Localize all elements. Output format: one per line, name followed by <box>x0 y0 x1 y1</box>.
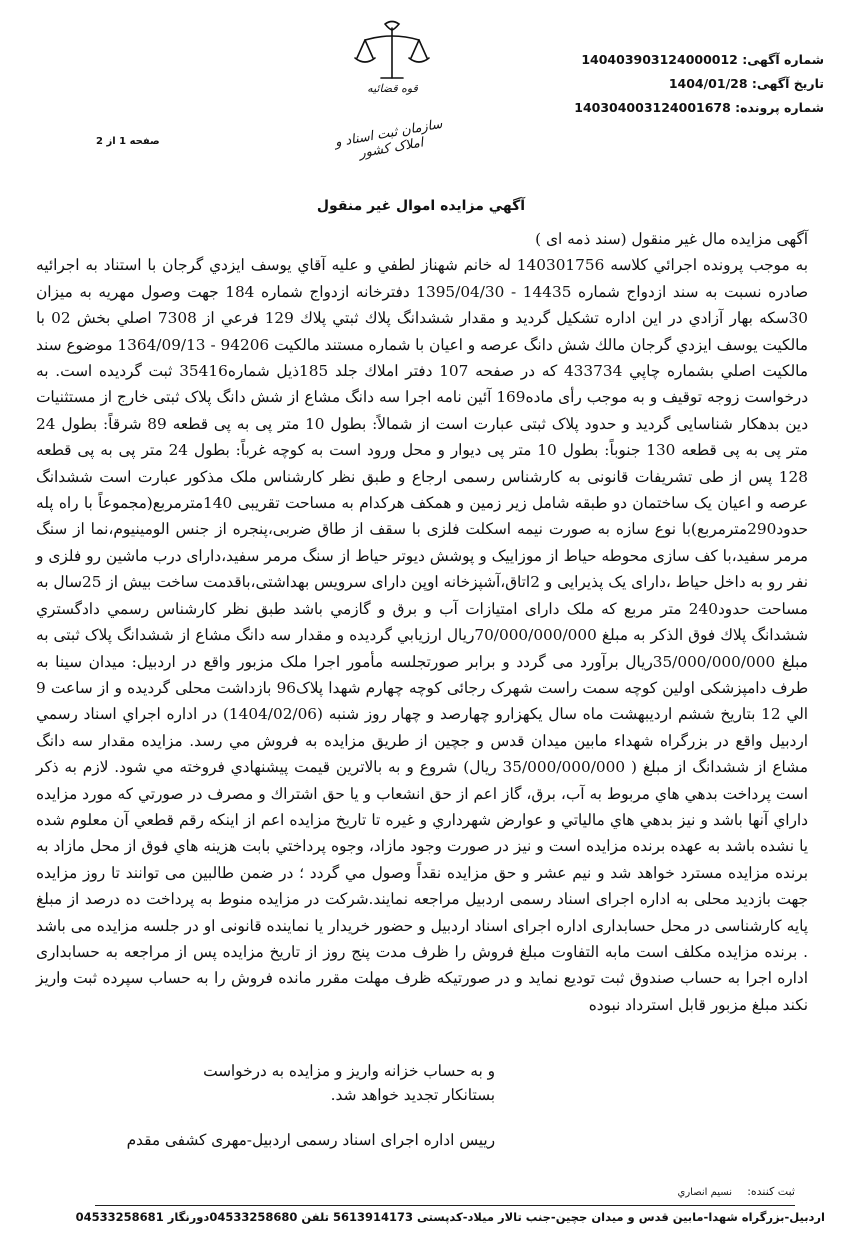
footer-address: اردبيل-بزرگراه شهدا-مابين قدس و ميدان جچين-جنب تالار ميلاد-کدپستی 5613914173 تلفن 04533258680دورنگار 04533258681 <box>75 1210 825 1224</box>
file-number: 140304003124001678 <box>574 100 731 115</box>
ad-number-row <box>564 48 824 72</box>
ad-date-row <box>564 72 824 96</box>
registrar-name: نسيم انصاري <box>677 1187 732 1198</box>
file-number-row <box>564 96 824 120</box>
ad-number: 140403903124000012 <box>581 52 738 67</box>
ad-date: 1404/01/28 <box>668 76 748 91</box>
footer-divider <box>95 1205 795 1206</box>
registrar-label: ثبت کننده: <box>747 1185 795 1198</box>
ad-date-label: تاریخ آگهی: <box>751 76 824 91</box>
registrar-row <box>380 1185 795 1198</box>
file-number-label: شماره پرونده: <box>735 100 824 115</box>
auction-notice-body <box>36 226 808 1018</box>
organization-name: سازمان ثبت اسناد و املاک کشور <box>333 116 444 162</box>
notice-subtitle: آگهی مزايده مال غير منقول (سند ذمه ای ) <box>535 230 808 248</box>
emblem-title: قوه قضائیه <box>367 82 418 95</box>
page-indicator: صفحه 1 از 2 <box>96 136 160 147</box>
notice-paragraph: به موجب پرونده اجرائي كلاسه 140301756 له خانم شهناز لطفي و عليه آقاي يوسف ايزدي گرجان با استناد به اجرائيه صادره نسبت به سند ازدواج شماره 14435 - 1395/04/30 دفترخانه ازدواج شماره 184 جهت وصول مهريه به ميزان 30سكه بهار آزادي در اين اداره تشكيل گرديد و مقدار ششدانگ پلاك ثبتي پلاك 129 فرعي از 7308 اصلي بخش 02 با مالكيت يوسف ايزدي گرجان مالك شش دانگ عرصه و اعيان با شماره مستند مالكيت 94206 - 1364/09/13 موضوع سند مالكيت اصلي بشماره چاپي 433734 كه در صفحه 107 دفتر املاك جلد 185ذيل شماره35416 ثبت گرديده است. به درخواست زوجه توقيف و به موجب رأی ماده169 آئين نامه اجرا سه دانگ مشاع از شش دانگ پلاک ثبتی خارج از مستثنيات دين بدهكار شناسايی گرديد و حدود پلاک ثبتی عبارت است از شمالاً: بطول 10 متر پی به پی قطعه 89 شرقاً: بطول 24 متر پی به پی قطعه 130 جنوباً: بطول 10 متر پی ديوار و محل ورود است به کوچه غرباً: بطول 24 متر پی به پی قطعه 128 پس از طی تشريفات قانونی به كارشناس رسمی ارجاع و طبق نظر كارشناس ملک مذکور عبارت است ششدانگ عرصه و اعيان يک ساختمان دو طبقه شامل زير زمين و همکف هرکدام به مساحت تقريبی 140مترمربع(مجموعاً با راه پله حدود290مترمربع)با نوع سازه به صورت نيمه اسکلت فلزی با سقف از طاق ضربی،پنجره از جنس الومينيوم،نما از سنگ مرمر سفيد،با کف سازی محوطه حياط از موزاييک و پوشش ديوتر حياط از سنگ مرمر سفيد،دارای درب ماشين رو فلزی و نفر رو به داخل حياط ،دارای يک پذيرايی و 2اتاق،آشپزخانه اوپن دارای سرويس بهداشتی،باقدمت ساخت بيش از 25سال به مساحت حدود240 متر مربع كه ملک دارای امتيازات آب و برق و گازمي باشد طبق نظر كارشناس رسمي دادگستري ششدانگ پلاك فوق الذكر به مبلغ 70/000/000/000ريال ارزيابي گرديده و مقدار سه دانگ مشاع از ششدانگ پلاک ثبتی به مبلغ 35/000/000/000ريال برآورد می گردد و برابر صورتجلسه مأمور اجرا ملک مزبور واقع در اردبيل: ميدان سينا به طرف دامپزشکی اولين کوچه سمت راست شهرک رجائی کوچه چهارم شهدا پلاک96 بازداشت محلی گرديده و از ساعت 9 الي 12 بتاريخ ششم ارديبهشت ماه سال يكهزارو چهارصد و چهار روز شنبه (1404/02/06) در اداره اجراي اسناد رسمي اردبيل واقع در بزرگراه شهداء مابين ميدان قدس و جچين از طريق مزايده به فروش مي رسد. مزايده مقدار سه دانگ مشاع از ششدانگ از مبلغ ( 35/000/000/000 ريال) شروع و به بالاترين قيمت پيشنهادي فروخته مي شود. لازم به ذكر است پرداخت بدهي هاي مربوط به آب، برق، گاز اعم از حق انشعاب و يا حق اشتراك و مصرف در صورتي كه مورد مزايده داراي آنها باشد و نيز بدهي هاي مالياتي و عوارض شهرداري و غيره تا تاريخ مزايده اعم از اينكه رقم قطعي آن معلوم شده يا نشده باشد به عهده برنده مزايده است و نيز در صورت وجود مازاد، وجوه پرداختي بابت هزينه هاي فوق از محل مازاد به برنده مزايده مسترد خواهد شد و نيم عشر و حق مزايده نقداً وصول مي گردد ؛ در ضمن طالبين می توانند تا روز مزايده جهت بازديد محلی به اداره اجرای اسناد رسمی اردبيل مراجعه نمايند.شرکت در مزايده منوط به پرداخت ده درصد از مبلغ پايه كارشناسی در محل حسابداری اداره اجرای اسناد اردبيل و حضور خريدار يا نماينده قانونی او در جلسه مزايده می باشد . برنده مزايده مکلف است مابه التفاوت مبلغ فروش را ظرف مدت پنج روز از تاريخ مزايده پس از مراجعه به حسابداری اداره اجرا به حساب صندوق ثبت توديع نمايد و در صورتيکه ظرف مهلت مقرر مانده فروش را به حساب سپرده ثبت واريز نکند مبلغ مزبور قابل استرداد نبوده <box>36 256 809 1014</box>
ad-number-label: شماره آگهی: <box>742 52 824 67</box>
ad-meta-block <box>564 48 824 120</box>
signature-line: رييس اداره اجرای اسناد رسمی اردبيل-مهری کشفی مقدم <box>126 1131 495 1149</box>
document-heading: آگهي مزايده اموال غير منقول <box>316 198 526 214</box>
closing-paragraph: و به حساب خزانه واريز و مزايده به درخواست بستانکار تجديد خواهد شد. <box>203 1062 495 1104</box>
